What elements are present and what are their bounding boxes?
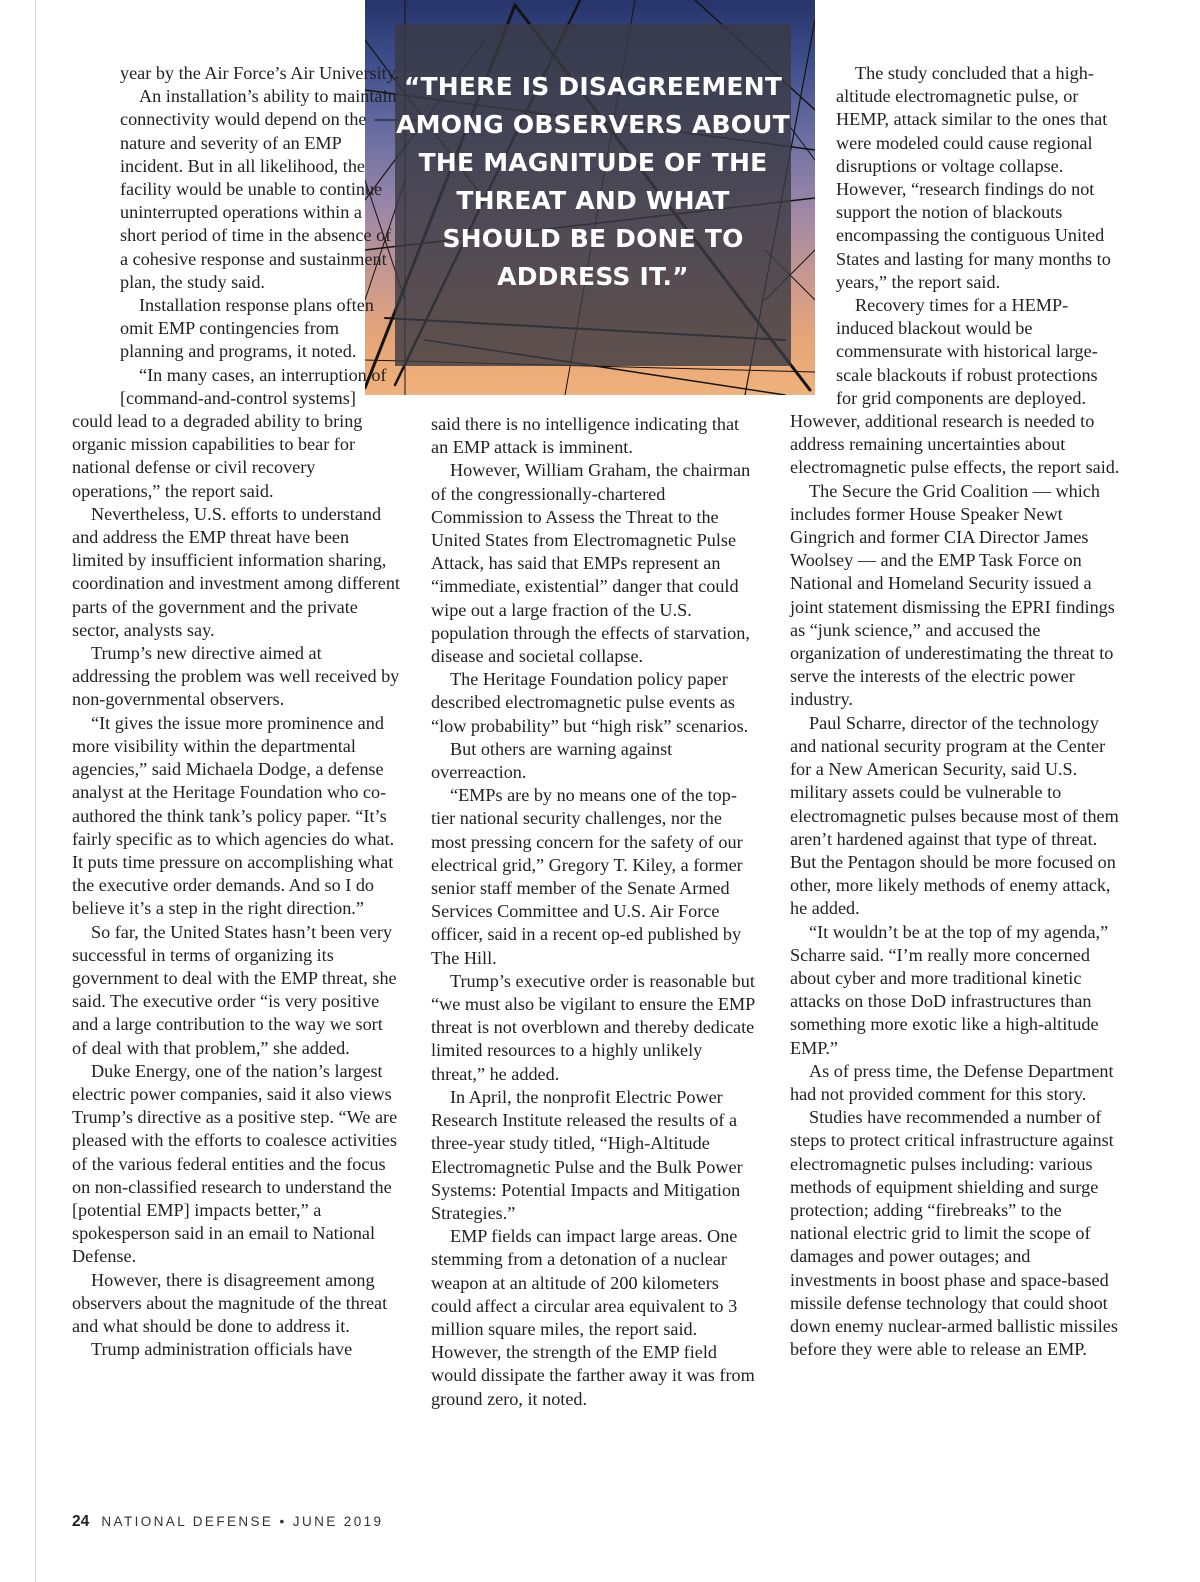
photo-wrap-spacer — [790, 62, 836, 407]
col3-paragraph: The Secure the Grid Coalition — which includes former House Speaker Newt Gingrich and former CIA Director James Woolsey — and the EMP Task Force on National and Homeland Security issued a joint statement dismissing the EPRI findings as “junk science,” and accused the organization of underestimating the threat to serve the interests of the electric power industry. — [790, 480, 1115, 710]
page-number: 24 — [72, 1513, 90, 1530]
power-tower-photo — [365, 0, 815, 395]
photo-wrap-spacer — [72, 62, 120, 389]
col3-paragraph: The study concluded that a high-altitude electromagnetic pulse, or HEMP, attack similar to the ones that were modeled could cause regional disruptions or voltage collapse. However, “research findings do not support the notion of blackouts encompassing the contiguous United States and lasting for many months to years,” the report said. — [836, 63, 1111, 292]
col2-paragraph: However, William Graham, the chairman of the congressionally-chartered Commission to Assess the Threat to the United States from Electromagnetic Pulse Attack, has said that EMPs represent an “immediate, existential” danger that could wipe out a large fraction of the U.S. population through the effects of starvation, disease and societal collapse. — [431, 460, 751, 667]
col1-paragraph: An installation’s ability to maintain connectivity would depend on the nature and severity of an EMP incident. But in all likelihood, the facility would be unable to continue uninterrupted operations within a short period of time in the absence of a cohesive response and sustainment plan, the study said. — [120, 86, 397, 292]
col3-paragraph: Recovery times for a HEMP-induced blackout would be commensurate with historical large-scale blackouts if robust protections for grid components are deployed. However, additional research is needed to address remaining uncertainties about electromagnetic pulse effects, the report said. — [790, 295, 1120, 478]
col1-paragraph: Trump’s new directive aimed at addressing the problem was well received by non-governmental observers. — [72, 643, 400, 710]
col1-paragraph: Trump administration officials have — [91, 1339, 353, 1360]
col1-paragraph: However, there is disagreement among observers about the magnitude of the threat and what should be done to address it. — [72, 1269, 388, 1336]
col2-paragraph: But others are warning against overreaction. — [431, 738, 673, 783]
page-footer — [72, 1513, 383, 1531]
issue-date: JUNE 2019 — [292, 1514, 384, 1529]
col1-paragraph: Duke Energy, one of the nation’s largest electric power companies, said it also views Trump’s directive as a positive step. “We are pleased with the efforts to coalesce activities of the various federal entities and the focus on non-classified research to understand the [potential EMP] impacts better,” a spokesperson said in an email to National Defense. — [72, 1060, 398, 1267]
col3-paragraph: As of press time, the Defense Department had not provided comment for this story. — [790, 1060, 1114, 1104]
col3-paragraph: Paul Scharre, director of the technology and national security program at the Center for a New American Security, said U.S. military assets could be vulnerable to electromagnetic pulses because most of them aren’t hardened against that type of threat. But the Pentagon should be more focused on other, more likely methods of enemy attack, he added. — [790, 712, 1119, 919]
col3-paragraph: Studies have recommended a number of steps to protect critical infrastructure against electromagnetic pulses including: various methods of equipment shielding and surge protection; adding “firebreaks” to the national electric grid to limit the scope of damages and power outages; and investments in boost phase and space-based missile defense technology that could shoot down enemy nuclear-armed ballistic missiles before they were able to release an EMP. — [790, 1107, 1118, 1360]
col1-paragraph: “In many cases, an interruption of [command-and-control systems] could lead to a degraded ability to bring organic mission capabilities to bear for national defense or civil recovery operations,” the report said. — [72, 364, 387, 501]
pull-quote-text: “THERE IS DISAGREEMENT AMONG OBSERVERS ABOUT THE MAGNITUDE OF THE THREAT AND WHAT SHOULD BE DONE TO ADDRESS IT.” — [396, 72, 790, 291]
col2-paragraph: Trump’s executive order is reasonable but “we must also be vigilant to ensure the EMP threat is not overblown and thereby dedicate limited resources to a highly unlikely threat,” he added. — [431, 970, 755, 1084]
article-column-3 — [790, 62, 1120, 1361]
pull-quote-box — [395, 24, 791, 366]
article-column-1 — [72, 62, 400, 1361]
col3-paragraph: “It wouldn’t be at the top of my agenda,” Scharre said. “I’m really more concerned about cyber and more traditional kinetic attacks on those DoD infrastructures than something more exotic like a high-altitude EMP.” — [790, 921, 1109, 1058]
page-edge-line — [35, 0, 36, 1582]
col1-paragraph: “It gives the issue more prominence and more visibility within the departmental agencies,” said Michaela Dodge, a defense analyst at the Heritage Foundation who co-authored the think tank’s policy paper. “It’s fairly specific as to which agencies do what. It puts time pressure on accomplishing what the executive order demands. And so I do believe it’s a step in the right direction.” — [72, 712, 395, 919]
col2-paragraph: “EMPs are by no means one of the top-tier national security challenges, nor the most pressing concern for the safety of our electrical grid,” Gregory T. Kiley, a former senior staff member of the Senate Armed Services Committee and U.S. Air Force officer, said in a recent op-ed published by The Hill. — [431, 785, 743, 968]
col2-paragraph: In April, the nonprofit Electric Power Research Institute released the results of a three-year study titled, “High-Altitude Electromagnetic Pulse and the Bulk Power Systems: Potential Impacts and Mitigation Strategies.” — [431, 1086, 743, 1223]
publication-name: NATIONAL DEFENSE — [101, 1514, 274, 1529]
col1-paragraph: Nevertheless, U.S. efforts to understand and address the EMP threat have been limited by insufficient information sharing, coordination and investment among different parts of the government and the private sector, analysts say. — [72, 503, 400, 640]
col2-paragraph: The Heritage Foundation policy paper described electromagnetic pulse events as “low probability” but “high risk” scenarios. — [431, 669, 749, 736]
col1-paragraph: Installation response plans often omit EMP contingencies from planning and programs, it noted. — [120, 295, 374, 362]
article-column-2 — [431, 413, 759, 1411]
col2-paragraph: said there is no intelligence indicating that an EMP attack is imminent. — [431, 414, 740, 458]
col2-paragraph: EMP fields can impact large areas. One stemming from a detonation of a nuclear weapon at an altitude of 200 kilometers could affect a circular area equivalent to 3 million square miles, the report said. However, the strength of the EMP field would dissipate the farther away it was from ground zero, it noted. — [431, 1226, 755, 1409]
col1-paragraph: year by the Air Force’s Air University. — [120, 63, 400, 83]
col1-paragraph: So far, the United States hasn’t been very successful in terms of organizing its government to deal with the EMP threat, she said. The executive order “is very positive and a large contribution to the way we sort of deal with that problem,” she added. — [72, 921, 397, 1058]
footer-separator: • — [279, 1514, 287, 1529]
